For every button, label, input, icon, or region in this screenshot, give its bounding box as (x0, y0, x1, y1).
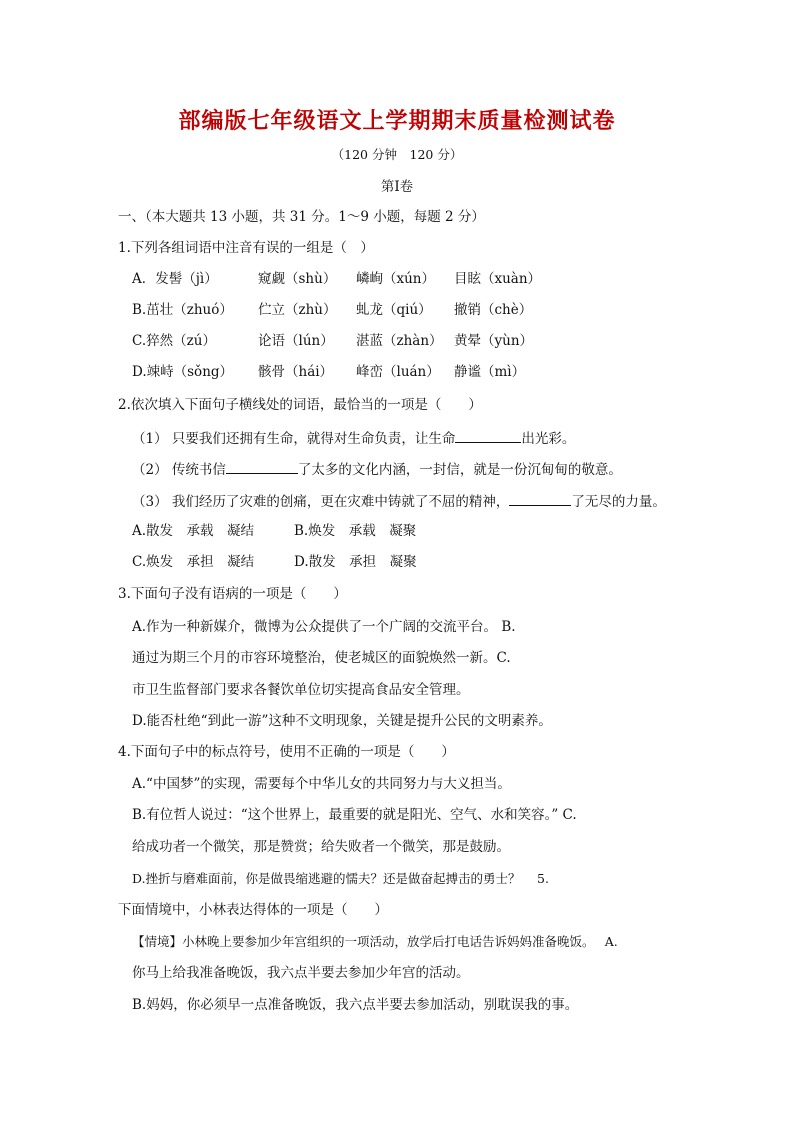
q3-line: D.能否杜绝“到此一游”这种不文明现象，关键是提升公民的文明素养。 (132, 713, 552, 729)
q1-b-item: B.茁壮（zhuó） (132, 302, 233, 318)
q2-stem: 2.依次填入下面句子横线处的词语，最恰当的一项是（ ） (118, 397, 482, 413)
q1-d-item: 峰峦（luán） (356, 364, 440, 380)
answer-blank[interactable] (226, 459, 298, 474)
q2-options-cd (0, 553, 794, 571)
q1-option-b (0, 301, 794, 319)
q3-line: 通过为期三个月的市容环境整治，使老城区的面貌焕然一新。C. (132, 650, 511, 666)
q2-option-b: B.焕发 承载 凝聚 (294, 523, 417, 539)
q1-b-item: 伫立（zhù） (258, 302, 337, 318)
q2-s2-text: （2） 传统书信 (132, 462, 226, 478)
q1-c-item: 湛蓝（zhàn） (356, 333, 443, 349)
q1-option-c (0, 332, 794, 350)
q2-sentence-2 (132, 459, 622, 479)
answer-blank[interactable] (509, 491, 571, 506)
q2-options-ab (0, 522, 794, 540)
q1-c-item: 黄晕（yùn） (454, 333, 534, 349)
q1-a-item: A．发髻（jì） (132, 271, 218, 287)
exam-title: 部编版七年级语文上学期期末质量检测试卷 (178, 109, 616, 134)
q2-sentence-1 (132, 428, 575, 448)
q2-option-d: D.散发 承担 凝聚 (294, 554, 417, 570)
q1-b-item: 虬龙（qiú） (356, 302, 432, 318)
q5-stem: 下面情境中，小林表达得体的一项是（ ） (118, 902, 388, 918)
q3-line: A.作为一种新媒介，微博为公众提供了一个广阔的交流平台。 B. (132, 619, 516, 635)
q1-a-item: 嶙峋（xún） (356, 271, 436, 287)
q4-line: D.挫折与磨难面前，你是做畏缩逃避的懦夫？还是做奋起搏击的勇士？ 5. (132, 871, 549, 886)
q2-option-c: C.焕发 承担 凝结 (132, 554, 255, 570)
q5-context: 【情境】小林晚上要参加少年宫组织的一项活动，放学后打电话告诉妈妈准备晚饭。 A. (132, 934, 618, 949)
q4-line: B.有位哲人说过：“这个世界上，最重要的就是阳光、空气、水和笑容。” C. (132, 807, 577, 823)
q2-s3-text: （3） 我们经历了灾难的创痛，更在灾难中铸就了不屈的精神， (132, 494, 510, 510)
q1-a-item: 目眩（xuàn） (454, 271, 542, 287)
q5-line: 你马上给我准备晚饭，我六点半要去参加少年宫的活动。 (132, 965, 470, 981)
q5-line: B.妈妈，你必须早一点准备晚饭，我六点半要去参加活动，别耽误我的事。 (132, 997, 579, 1013)
exam-duration-score: （120 分钟 120 分） (331, 147, 463, 162)
q1-b-item: 撤销（chè） (454, 302, 533, 318)
q2-s3-tail: 了无尽的力量。 (571, 494, 666, 510)
q2-s2-tail: 了太多的文化内涵，一封信，就是一份沉甸甸的敬意。 (297, 462, 622, 478)
q2-sentence-3 (132, 491, 666, 511)
q1-c-item: C.猝然（zú） (132, 333, 216, 349)
q1-d-item: 骸骨（hái） (258, 364, 334, 380)
q1-stem: 1.下列各组词语中注音有误的一组是（ ） (118, 240, 374, 256)
answer-blank[interactable] (455, 428, 521, 443)
q3-line: 市卫生监督部门要求各餐饮单位切实提高食品安全管理。 (132, 682, 470, 698)
q4-line: 给成功者一个微笑，那是赞赏；给失败者一个微笑，那是鼓励。 (132, 839, 510, 855)
q4-line: A.“中国梦”的实现，需要每个中华儿女的共同努力与大义担当。 (132, 776, 511, 792)
q1-d-item: 静谧（mì） (454, 364, 526, 380)
q2-s1-tail: 出光彩。 (521, 431, 576, 447)
q1-option-d (0, 363, 794, 381)
volume-label: 第Ⅰ卷 (380, 179, 414, 195)
q1-d-item: D.竦峙（sǒng） (132, 364, 234, 380)
section-heading: 一、（本大题共 13 小题，共 31 分。1～9 小题，每题 2 分） (118, 209, 485, 225)
q1-c-item: 论语（lún） (258, 333, 334, 349)
q3-stem: 3.下面句子没有语病的一项是（ ） (118, 586, 347, 602)
q1-option-a (0, 270, 794, 288)
q4-stem: 4.下面句子中的标点符号，使用不正确的一项是（ ） (118, 744, 455, 760)
q2-option-a: A.散发 承载 凝结 (132, 523, 255, 539)
q1-a-item: 窥觑（shù） (258, 271, 337, 287)
q2-s1-text: （1） 只要我们还拥有生命，就得对生命负责，让生命 (132, 431, 456, 447)
